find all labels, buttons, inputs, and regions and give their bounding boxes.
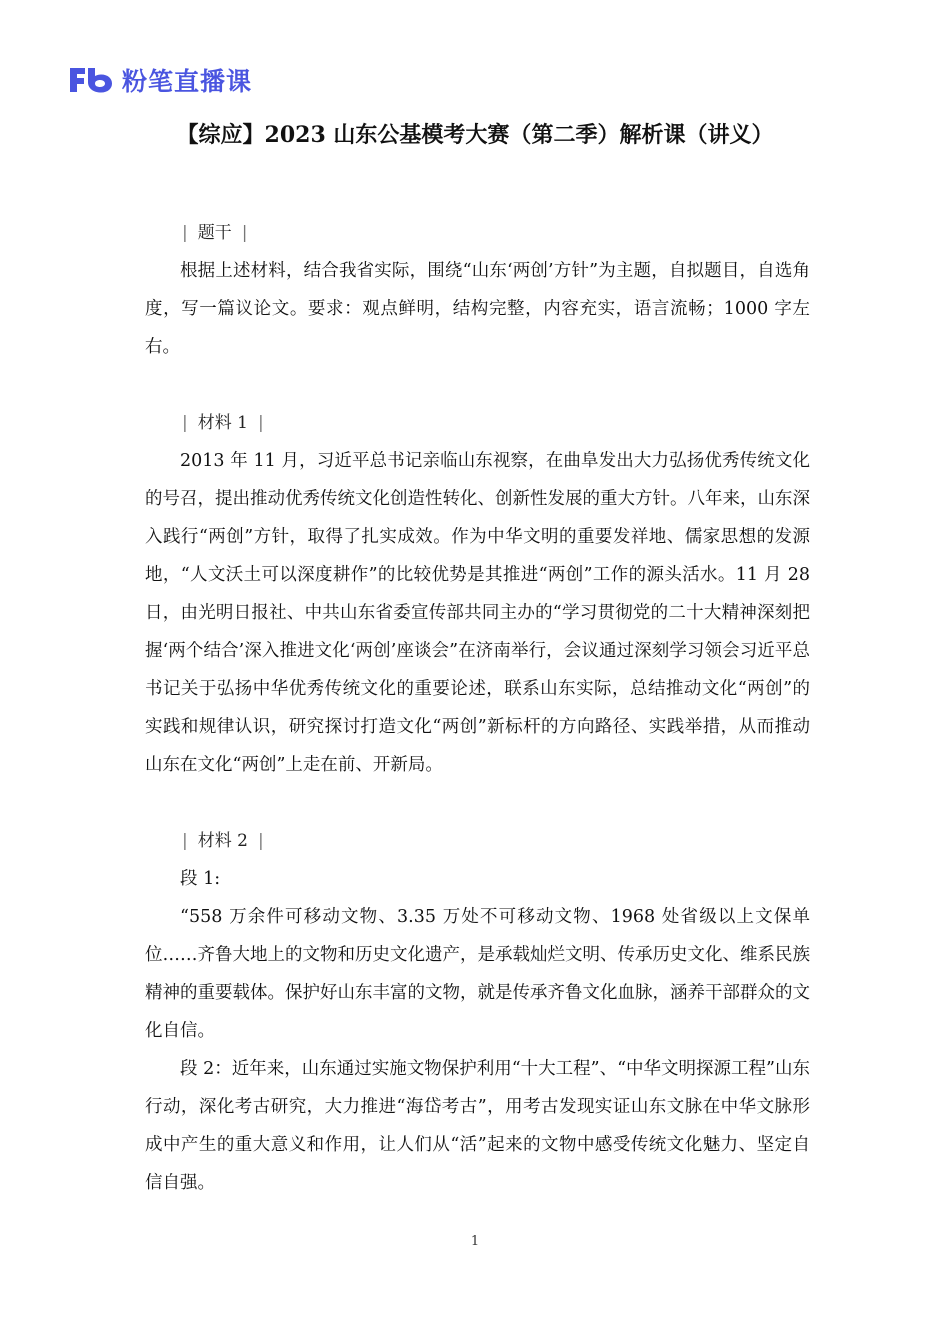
brand-logo — [68, 62, 252, 98]
paragraph: 根据上述材料，结合我省实际，围绕“山东‘两创’方针”为主题，自拟题目，自选角度，写一篇议论文。要求：观点鲜明，结构完整，内容充实，语言流畅；1000 字左右。 — [145, 261, 810, 357]
page-number: 1 — [470, 1234, 480, 1249]
heading-label: 材料 1 — [197, 413, 248, 433]
heading-divider: | — [257, 413, 264, 433]
paragraph: 段 2：近年来，山东通过实施文物保护利用“十大工程”、“中华文明探源工程”山东行动，深化考古研究，大力推进“海岱考古”，用考古发现实证山东文脉在中华文脉形成中产生的重大意义和作用，让人们从“活”起来的文物中感受传统文化魅力、坚定自信自强。 — [145, 1059, 810, 1193]
section-heading — [145, 822, 810, 860]
heading-label: 题干 — [197, 223, 232, 243]
section-heading — [145, 404, 810, 442]
fb-logo-icon — [68, 65, 114, 95]
document-title: 【综应】2023 山东公基模考大赛（第二季）解析课（讲义） — [176, 122, 774, 148]
heading-divider: | — [182, 413, 188, 433]
paragraph: 2013 年 11 月，习近平总书记亲临山东视察，在曲阜发出大力弘扬优秀传统文化的号召，提出推动优秀传统文化创造性转化、创新性发展的重大方针。八年来，山东深入践行“两创”方针，取得了扎实成效。作为中华文明的重要发祥地、儒家思想的发源地，“人文沃土可以深度耕作”的比较优势是其推进“两创”工作的源头活水。11 月 28 日，由光明日报社、中共山东省委宣传部共同主办的“学习贯彻党的二十大精神深刻把握‘两个结合’深入推进文化‘两创’座谈会”在济南举行，会议通过深刻学习领会习近平总书记关于弘扬中华优秀传统文化的重要论述，联系山东实际，总结推动文化“两创”的实践和规律认识，研究探讨打造文化“两创”新标杆的方向路径、实践举措，从而推动山东在文化“两创”上走在前、开新局。 — [145, 451, 810, 775]
paragraph: 段 1: — [180, 869, 221, 889]
document-body — [145, 214, 810, 1202]
paragraph: “558 万余件可移动文物、3.35 万处不可移动文物、1968 处省级以上文保单位……齐鲁大地上的文物和历史文化遗产，是承载灿烂文明、传承历史文化、维系民族精神的重要载体。保护好山东丰富的文物，就是传承齐鲁文化血脉，涵养干部群众的文化自信。 — [145, 907, 810, 1041]
heading-divider: | — [257, 831, 264, 851]
heading-label: 材料 2 — [197, 831, 248, 851]
heading-divider: | — [182, 831, 188, 851]
section-heading — [145, 214, 810, 252]
heading-divider: | — [241, 223, 248, 243]
brand-name: 粉笔直播课 — [122, 67, 253, 96]
heading-divider: | — [182, 223, 188, 243]
